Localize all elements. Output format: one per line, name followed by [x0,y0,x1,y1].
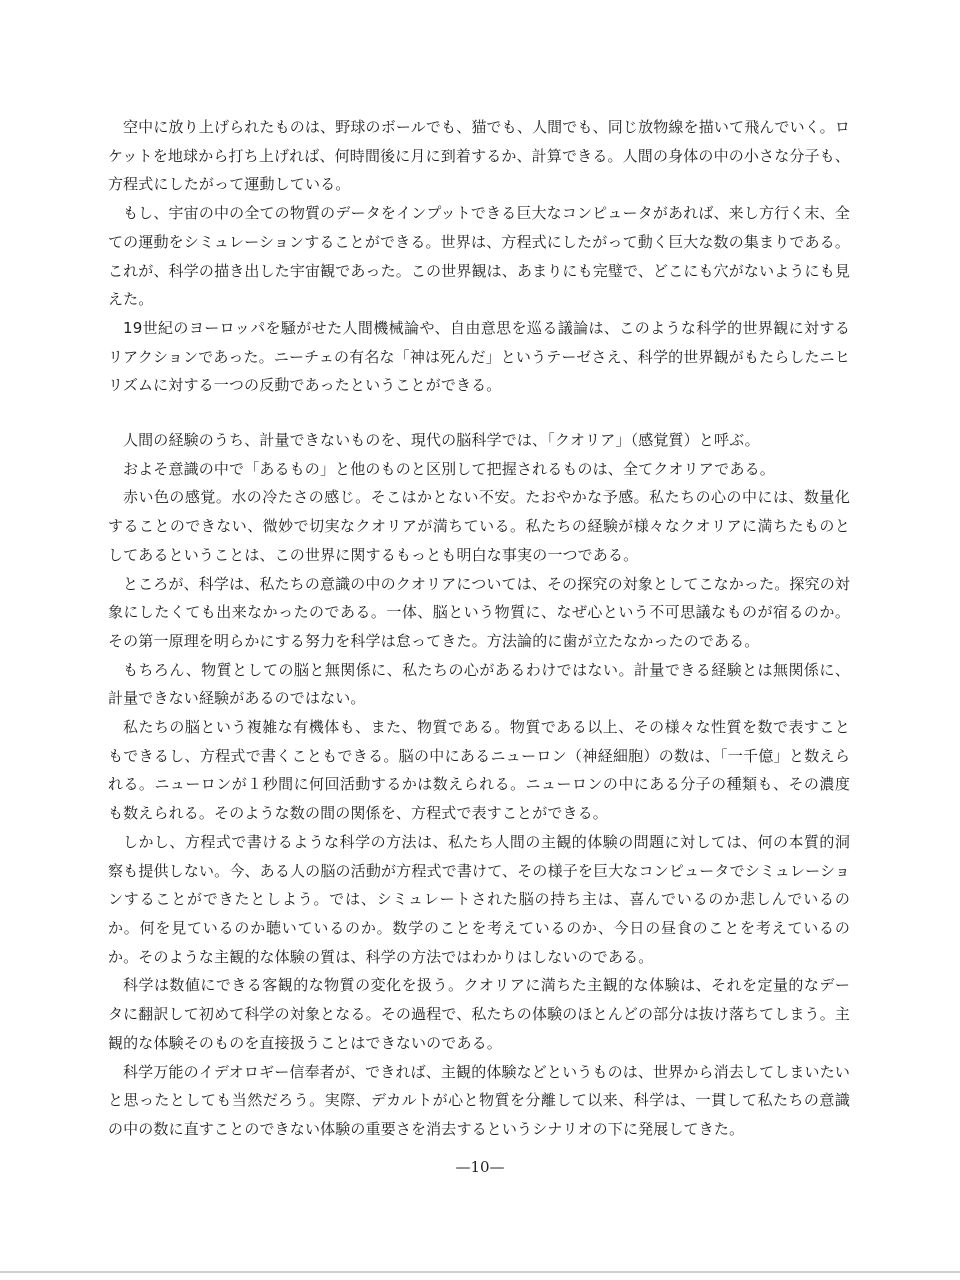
paragraph: もちろん、物質としての脳と無関係に、私たちの心があるわけではない。計量できる経験とは無関係に、計量できない経験があるのではない。 [108,660,850,708]
paragraph: もし、宇宙の中の全ての物質のデータをインプットできる巨大なコンピュータがあれば、来し方行く末、全ての運動をシミュレーションすることができる。世界は、方程式にしたがって動く巨大な数の集まりである。これが、科学の描き出した宇宙観であった。この世界観は、あまりにも完璧で、どこにも穴がないようにも見えた。 [108,204,850,309]
paragraph: 科学は数値にできる客観的な物質の変化を扱う。クオリアに満ちた主観的な体験は、それを定量的なデータに翻訳して初めて科学の対象となる。その過程で、私たちの体験のほとんどの部分は抜け落ちてしまう。主観的な体験そのものを直接扱うことはできないのである。 [108,976,850,1052]
document-page [108,113,850,1144]
paragraph: しかし、方程式で書けるような科学の方法は、私たち人間の主観的体験の問題に対しては、何の本質的洞察も提供しない。今、ある人の脳の活動が方程式で書けて、その様子を巨大なコンピュータでシミュレーションすることができたとしよう。では、シミュレートされた脳の持ち主は、喜んでいるのか悲しんでいるのか。何を見ているのか聴いているのか。数学のことを考えているのか、今日の昼食のことを考えているのか。そのような主観的な体験の質は、科学の方法ではわかりはしないのである。 [108,832,850,966]
paragraph: 科学万能のイデオロギー信奉者が、できれば、主観的体験などというものは、世界から消去してしまいたいと思ったとしても当然だろう。実際、デカルトが心と物質を分離して以来、科学は、一貫して私たちの意識の中の数に直すことのできない体験の重要さを消去するというシナリオの下に発展してきた。 [108,1062,850,1138]
scan-edge-divider [0,1271,960,1273]
paragraph: ところが、科学は、私たちの意識の中のクオリアについては、その探究の対象としてこなかった。探究の対象にしたくても出来なかったのである。一体、脳という物質に、なぜ心という不可思議なものが宿るのか。その第一原理を明らかにする努力を科学は怠ってきた。方法論的に歯が立たなかったのである。 [108,574,850,650]
paragraph: 赤い色の感覚。水の冷たさの感じ。そこはかとない不安。たおやかな予感。私たちの心の中には、数量化することのできない、微妙で切実なクオリアが満ちている。私たちの経験が様々なクオリアに満ちたものとしてあるということは、この世界に関するもっとも明白な事実の一つである。 [108,488,850,564]
page-number: —10— [455,1158,505,1176]
paragraph: 空中に放り上げられたものは、野球のボールでも、猫でも、人間でも、同じ放物線を描いて飛んでいく。ロケットを地球から打ち上げれば、何時間後に月に到着するか、計算できる。人間の身体の中の小さな分子も、方程式にしたがって運動している。 [108,118,850,194]
paragraph: 19世紀のヨーロッパを騒がせた人間機械論や、自由意思を巡る議論は、このような科学的世界観に対するリアクションであった。ニーチェの有名な「神は死んだ」というテーゼさえ、科学的世界観がもたらしたニヒリズムに対する一つの反動であったということができる。 [108,318,850,395]
section-1 [108,113,850,400]
paragraph: 私たちの脳という複雑な有機体も、また、物質である。物質である以上、その様々な性質を数で表すこともできるし、方程式で書くこともできる。脳の中にあるニューロン（神経細胞）の数は、「一千億」と数えられる。ニューロンが１秒間に何回活動するかは数えられる。ニューロンの中にある分子の種類も、その濃度も数えられる。そのような数の間の関係を、方程式で表すことができる。 [108,718,850,823]
section-gap [108,400,850,426]
section-2 [108,426,850,1144]
paragraph: 人間の経験のうち、計量できないものを、現代の脳科学では、「クオリア」（感覚質）と呼ぶ。 [123,431,760,450]
paragraph: およそ意識の中で「あるもの」と他のものと区別して把握されるものは、全てクオリアである。 [123,459,775,478]
